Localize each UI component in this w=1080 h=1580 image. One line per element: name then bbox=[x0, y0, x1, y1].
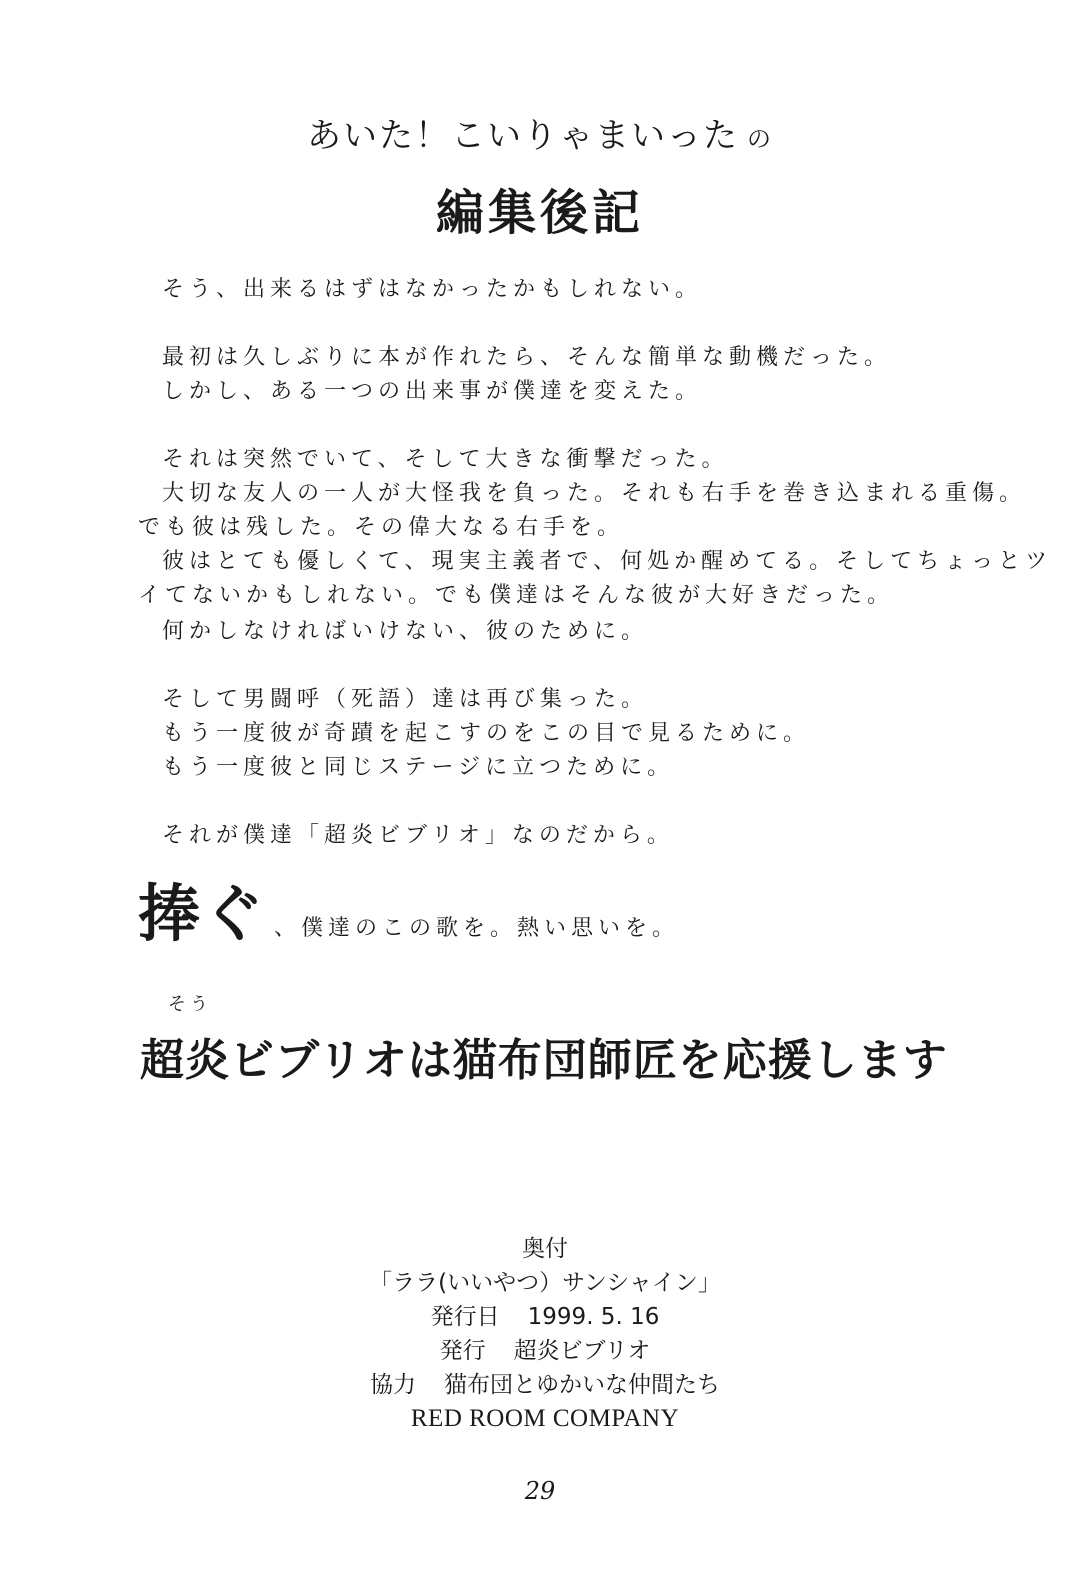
colophon-date-label: 発行日 bbox=[430, 1304, 500, 1330]
colophon-publisher-row bbox=[0, 1334, 1080, 1368]
body-line-11: もう一度彼が奇蹟を起こすのをこの目で見るために。 bbox=[162, 721, 811, 746]
header-subtitle-line bbox=[0, 108, 1080, 157]
colophon-publisher-label: 発行 bbox=[439, 1338, 486, 1364]
body-line-4: それは突然でいて、そして大きな衝撃だった。 bbox=[162, 447, 729, 472]
body-line-2: 最初は久しぶりに本が作れたら、そんな簡単な動機だった。 bbox=[162, 345, 892, 370]
colophon-date-row bbox=[0, 1300, 1080, 1334]
colophon-company: RED ROOM COMPANY bbox=[410, 1405, 680, 1432]
header-subtitle: あいた！こいりゃまいった bbox=[307, 116, 739, 156]
page-number: 29 bbox=[524, 1477, 556, 1505]
colophon-cooperation-row bbox=[0, 1368, 1080, 1402]
page-title: 編集後記 bbox=[435, 185, 644, 241]
body-line-13: それが僕達「超炎ビブリオ」なのだから。 bbox=[162, 823, 674, 848]
body-line-3: しかし、ある一つの出来事が僕達を変えた。 bbox=[162, 379, 703, 404]
colophon-publisher-value: 超炎ビブリオ bbox=[513, 1338, 651, 1364]
body-line-10: そして男闘呼（死語）達は再び集った。 bbox=[162, 687, 649, 712]
slogan-ruby: そう bbox=[168, 994, 212, 1015]
colophon-book-title: 「ララ(いいやつ）サンシャイン」 bbox=[369, 1270, 721, 1296]
body-line-9: 何かしなければいけない、彼のために。 bbox=[162, 619, 649, 644]
colophon-date-value: 1999. 5. 16 bbox=[527, 1304, 660, 1330]
body-line-7: 彼はとても優しくて、現実主義者で、何処か醒めてる。そしてちょっとツ bbox=[162, 549, 1053, 574]
colophon-cooperation-value: 猫布団とゆかいな仲間たち bbox=[444, 1372, 720, 1398]
colophon bbox=[0, 1232, 1080, 1436]
colophon-cooperation-label: 協力 bbox=[370, 1372, 416, 1398]
body-line-8: イてないかもしれない。でも僕達はそんな彼が大好きだった。 bbox=[138, 583, 895, 608]
dedication-rest: 、僕達のこの歌を。熱い思いを。 bbox=[274, 916, 680, 941]
body-line-1: そう、出来るはずはなかったかもしれない。 bbox=[162, 277, 703, 302]
body-line-12: もう一度彼と同じステージに立つために。 bbox=[162, 755, 675, 780]
slogan: 超炎ビブリオは猫布団師匠を応援します bbox=[140, 1035, 948, 1086]
body-line-6: でも彼は残した。その偉大なる右手を。 bbox=[138, 515, 625, 540]
body-line-5: 大切な友人の一人が大怪我を負った。それも右手を巻き込まれる重傷。 bbox=[162, 481, 1027, 506]
colophon-heading: 奥付 bbox=[522, 1236, 568, 1262]
header-subtitle-particle: の bbox=[747, 125, 773, 153]
dedication-line bbox=[138, 864, 679, 953]
dedication-big: 捧ぐ bbox=[138, 877, 267, 950]
